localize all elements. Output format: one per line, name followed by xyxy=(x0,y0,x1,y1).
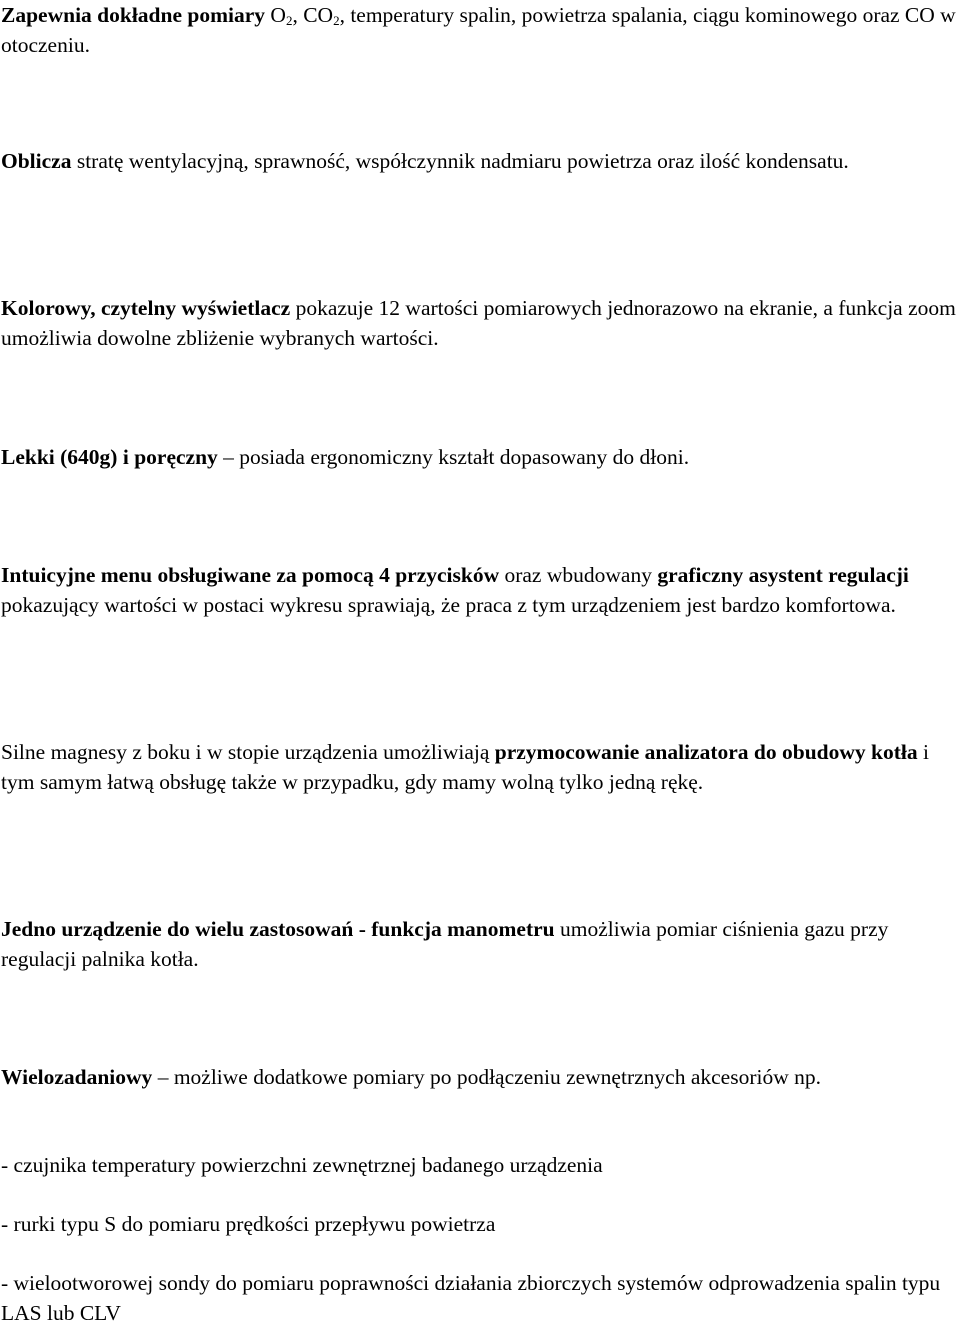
text-bold: Lekki (640g) i poręczny xyxy=(1,445,218,469)
text: i tym samym łatwą obsługę także w przypadku, gdy mamy wolną tylko jedną rękę. xyxy=(1,740,929,794)
text: , temperatury spalin, powietrza spalania, ciągu kominowego oraz CO w otoczeniu. xyxy=(1,3,956,57)
text: - rurki typu S do pomiaru prędkości przepływu powietrza xyxy=(1,1212,496,1236)
paragraph-weight xyxy=(1,442,957,472)
text: - czujnika temperatury powierzchni zewnętrznej badanego urządzenia xyxy=(1,1153,603,1177)
text: umożliwia pomiar ciśnienia gazu przy regulacji palnika kotła. xyxy=(1,917,889,971)
text-bold: graficzny asystent regulacji xyxy=(657,563,909,587)
text-bold: Wielozadaniowy xyxy=(1,1065,153,1089)
text-bold: Jedno urządzenie do wielu zastosowań - funkcja manometru xyxy=(1,917,555,941)
paragraph-magnets xyxy=(1,737,957,797)
paragraph-multitask xyxy=(1,1062,957,1092)
text-bold: Zapewnia dokładne pomiary xyxy=(1,3,271,27)
text: O xyxy=(270,3,286,27)
text: - wielootworowej sondy do pomiaru poprawności działania zbiorczych systemów odprowadzenia spalin typu LAS lub CLV xyxy=(1,1271,941,1325)
text: – posiada ergonomiczny kształt dopasowany do dłoni. xyxy=(217,445,690,469)
list-item-s-tube xyxy=(1,1209,957,1239)
subscript: 2 xyxy=(285,13,293,28)
text: pokazuje 12 wartości pomiarowych jednorazowo na ekranie, a funkcja zoom umożliwia dowolne zbliżenie wybranych wartości. xyxy=(1,296,956,350)
text: – możliwe dodatkowe pomiary po podłączeniu zewnętrznych akcesoriów np. xyxy=(152,1065,821,1089)
text-bold: przymocowanie analizatora do obudowy kotła xyxy=(494,740,918,764)
paragraph-menu xyxy=(1,560,957,620)
paragraph-display xyxy=(1,293,957,353)
text: stratę wentylacyjną, sprawność, współczynnik nadmiaru powietrza oraz ilość kondensatu. xyxy=(71,149,849,173)
paragraph-measurements xyxy=(1,0,957,60)
list-item-temperature-sensor xyxy=(1,1150,957,1180)
paragraph-calculations xyxy=(1,146,957,176)
list-item-multihole-probe xyxy=(1,1268,957,1328)
text-bold: Oblicza xyxy=(1,149,72,173)
text: pokazujący wartości w postaci wykresu sprawiają, że praca z tym urządzeniem jest bardzo komfortowa. xyxy=(1,593,896,617)
text: Silne magnesy z boku i w stopie urządzenia umożliwiają xyxy=(1,740,495,764)
text-bold: Intuicyjne menu obsługiwane za pomocą 4 przycisków xyxy=(1,563,500,587)
text-bold: Kolorowy, czytelny wyświetlacz xyxy=(1,296,291,320)
subscript: 2 xyxy=(333,13,340,28)
text: , CO xyxy=(292,3,334,27)
text: oraz wbudowany xyxy=(499,563,658,587)
paragraph-manometer xyxy=(1,914,957,974)
